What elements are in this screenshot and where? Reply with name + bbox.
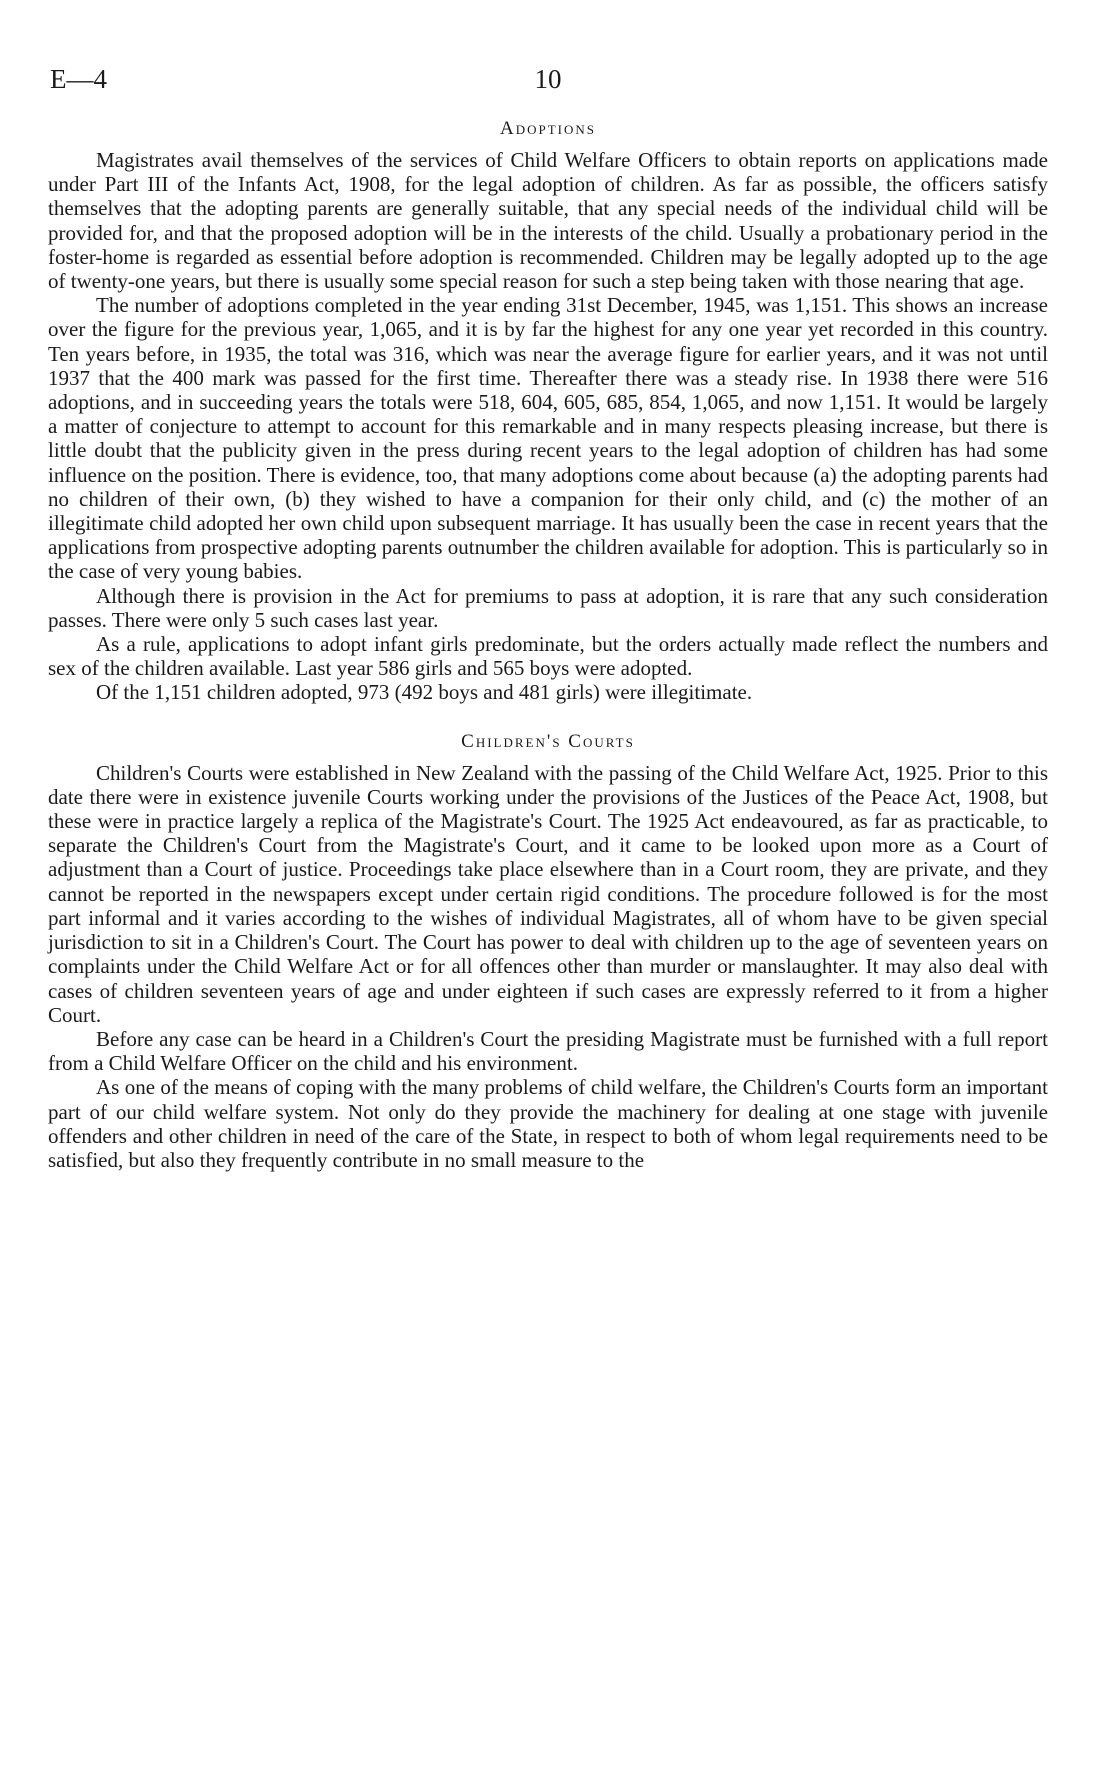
section-adoptions [48,118,1048,705]
paragraph: Although there is provision in the Act for premiums to pass at adoption, it is rare that any such consideration passes. There were only 5 such cases last year. [48,583,1048,632]
section-childrens-courts [48,731,1048,1172]
page-number: 10 [534,64,562,94]
page-header [48,56,1048,100]
paragraph: As a rule, applications to adopt infant girls predominate, but the orders actually made reflect the numbers and sex of the children available. Last year 586 girls and 565 boys were adopted. [48,632,1048,681]
paragraph: The number of adoptions completed in the year ending 31st December, 1945, was 1,151. This shows an increase over the figure for the previous year, 1,065, and it is by far the highest for any one year yet recorded in this country. Ten years before, in 1935, the total was 316, which was near the average figure for earlier years, and it was not until 1937 that the 400 mark was passed for the first time. Thereafter there was a steady rise. In 1938 there were 516 adoptions, and in succeeding years the totals were 518, 604, 605, 685, 854, 1,065, and now 1,151. It would be largely a matter of conjecture to attempt to account for this remarkable and in many respects pleasing increase, but there is little doubt that the publicity given in the press during recent years to the legal adoption of children has had some influence on the position. There is evidence, too, that many adoptions come about because (a) the adopting parents had no children of their own, (b) they wished to have a companion for their only child, and (c) the mother of an illegitimate child adopted her own child upon subsequent marriage. It has usually been the case in recent years that the applications from prospective adopting parents outnumber the children available for adoption. This is particularly so in the case of very young babies. [48,293,1048,584]
paragraph: Of the 1,151 children adopted, 973 (492 boys and 481 girls) were illegitimate. [96,680,753,705]
document-reference: E—4 [50,64,107,94]
paragraph: Magistrates avail themselves of the services of Child Welfare Officers to obtain reports on applications made under Part III of the Infants Act, 1908, for the legal adoption of children. As far as possible, the officers satisfy themselves that the adopting parents are generally suitable, that any special needs of the individual child will be provided for, and that the proposed adoption will be in the interests of the child. Usually a probationary period in the foster-home is regarded as essential before adoption is recommended. Children may be legally adopted up to the age of twenty-one years, but there is usually some special reason for such a step being taken with those nearing that age. [48,148,1048,294]
paragraph: Before any case can be heard in a Children's Court the presiding Magistrate must be furnished with a full report from a Child Welfare Officer on the child and his environment. [48,1026,1048,1076]
paragraph: As one of the means of coping with the many problems of child welfare, the Children's Courts form an important part of our child welfare system. Not only do they provide the machinery for dealing at one stage with juvenile offenders and other children in need of the care of the State, in respect to both of whom legal requirements need to be satisfied, but also they frequently contribute in no small measure to the [48,1075,1048,1172]
paragraph: Children's Courts were established in New Zealand with the passing of the Child Welfare Act, 1925. Prior to this date there were in existence juvenile Courts working under the provisions of the Justices of the Peace Act, 1908, but these were in practice largely a replica of the Magistrate's Court. The 1925 Act endeavoured, as far as practicable, to separate the Children's Court from the Magistrate's Court, and it came to be looked upon more as a Court of adjustment than a Court of justice. Proceedings take place elsewhere than in a Court room, they are private, and they cannot be reported in the newspapers except under certain rigid conditions. The procedure followed is for the most part informal and it varies according to the wishes of individual Magistrates, all of whom have to be given special jurisdiction to sit in a Children's Court. The Court has power to deal with children up to the age of seventeen years on complaints under the Child Welfare Act or for all offences other than murder or manslaughter. It may also deal with cases of children seventeen years of age and under eighteen if such cases are expressly referred to it from a higher Court. [48,760,1048,1027]
section-heading: Children's Courts [461,730,635,752]
section-heading: Adoptions [499,118,596,139]
document-page [48,56,1048,1172]
